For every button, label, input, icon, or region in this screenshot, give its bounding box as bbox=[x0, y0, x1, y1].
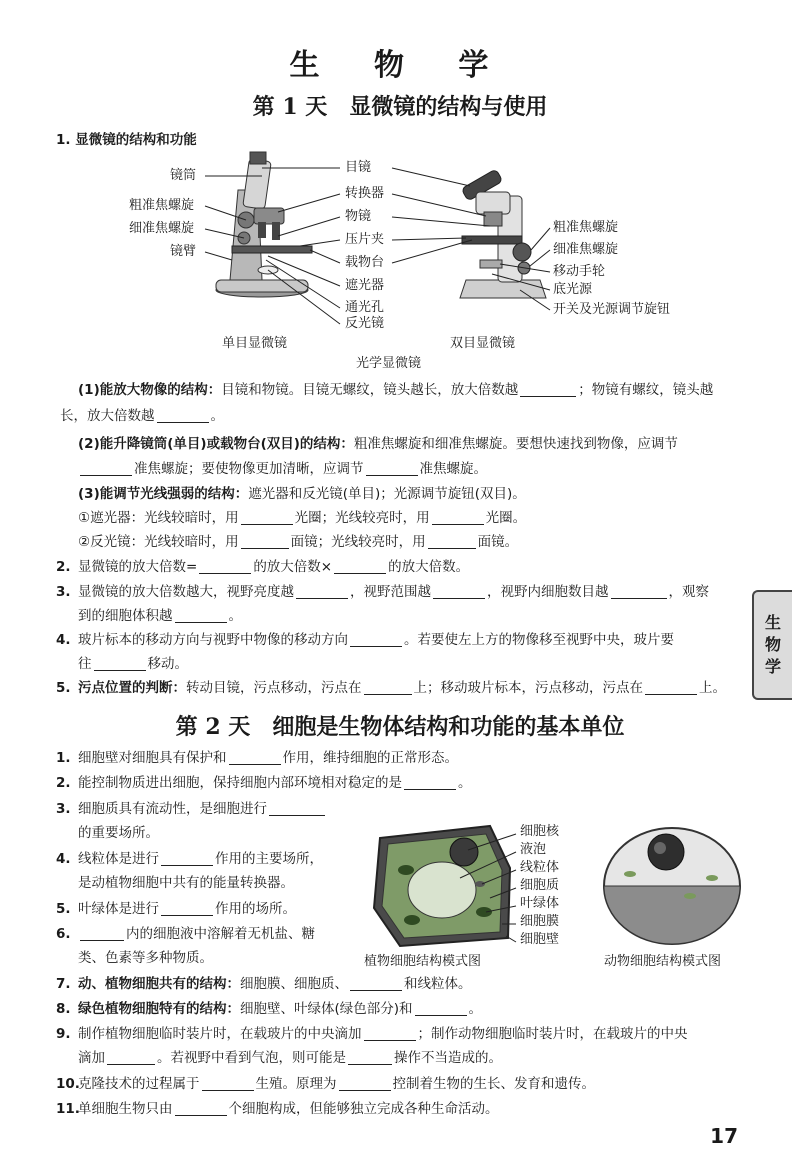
blank[interactable] bbox=[348, 1049, 392, 1065]
blank[interactable] bbox=[175, 607, 227, 623]
label-fine-left: 细准焦螺旋 bbox=[129, 221, 195, 236]
blank[interactable] bbox=[350, 975, 402, 991]
blank[interactable] bbox=[229, 749, 281, 765]
day1-q4-line1: 4. 玻片标本的移动方向与视野中物像的移动方向 。若要使左上方的物像移至视野中央，玻片要 bbox=[56, 632, 674, 648]
day2-q3-line1: 3. 细胞质具有流动性，是细胞进行 bbox=[56, 797, 327, 821]
day1-p3-line3: ②反光镜：光线较暗时，用 面镜；光线较亮时，用 面镜。 bbox=[78, 534, 519, 550]
day1-heading bbox=[0, 90, 800, 121]
day1-q4-line2: 往 移动。 bbox=[78, 656, 188, 672]
blank[interactable] bbox=[415, 1000, 467, 1016]
day1-q1-heading: 1. 显微镜的结构和功能 bbox=[56, 132, 197, 148]
day1-p2-line2: 准焦螺旋；要使物像更加清晰，应调节 准焦螺旋。 bbox=[78, 457, 487, 481]
day1-q5: 5. 污点位置的判断：转动目镜，污点移动，污点在 上；移动玻片标本，污点移动，污点在 上。 bbox=[56, 680, 726, 696]
label-cell-wall: 细胞壁 bbox=[520, 932, 560, 947]
day1-number: 第 1 天 bbox=[252, 94, 328, 120]
day1-title: 显微镜的结构与使用 bbox=[349, 94, 548, 120]
label-fine-right: 细准焦螺旋 bbox=[553, 242, 619, 257]
day2-q2: 2. 能控制物质进出细胞，保持细胞内部环境相对稳定的是 。 bbox=[56, 775, 472, 791]
label-stage: 载物台 bbox=[345, 255, 385, 270]
day1-p1-line1: (1)能放大物像的结构：目镜和物镜。目镜无螺纹，镜头越长，放大倍数越 ；物镜有螺纹，镜头越 bbox=[78, 382, 714, 398]
day2-q7: 7. 动、植物细胞共有的结构：细胞膜、细胞质、 和线粒体。 bbox=[56, 976, 472, 992]
animal-cell-icon bbox=[604, 828, 740, 944]
day2-heading bbox=[0, 710, 800, 741]
day2-q4-line2: 是动植物细胞中共有的能量转换器。 bbox=[78, 875, 294, 891]
caption-binocular: 双目显微镜 bbox=[450, 336, 516, 351]
day2-q9-line1: 9. 制作植物细胞临时装片时，在载玻片的中央滴加 ；制作动物细胞临时装片时，在载玻片的中央 bbox=[56, 1026, 688, 1042]
label-cytoplasm: 细胞质 bbox=[520, 878, 560, 893]
label-coarse-left: 粗准焦螺旋 bbox=[129, 198, 195, 213]
caption-plant-cell: 植物细胞结构模式图 bbox=[364, 954, 482, 969]
blank[interactable] bbox=[520, 381, 576, 397]
page-title: 生 物 学 bbox=[289, 48, 511, 83]
microscope-figure bbox=[0, 150, 800, 380]
label-light-source: 底光源 bbox=[553, 282, 593, 297]
monocular-microscope-icon bbox=[216, 152, 312, 297]
label-mitochondria: 线粒体 bbox=[520, 860, 560, 875]
blank[interactable] bbox=[645, 679, 697, 695]
blank[interactable] bbox=[241, 509, 293, 525]
day1-q3-line2: 到的细胞体积越 。 bbox=[78, 608, 242, 624]
blank[interactable] bbox=[404, 774, 456, 790]
day2-q4-line1: 4. 线粒体是进行 作用的主要场所， bbox=[56, 851, 323, 867]
day1-p3-line2: ①遮光器：光线较暗时，用 光圈；光线较亮时，用 光圈。 bbox=[78, 510, 527, 526]
label-cell-membrane: 细胞膜 bbox=[520, 914, 560, 929]
day2-title: 细胞是生物体结构和功能的基本单位 bbox=[272, 714, 625, 740]
blank[interactable] bbox=[432, 509, 484, 525]
blank[interactable] bbox=[241, 533, 289, 549]
label-chloroplast: 叶绿体 bbox=[520, 896, 560, 911]
label-arm-left: 镜臂 bbox=[170, 244, 197, 259]
label-hand-wheel: 移动手轮 bbox=[553, 264, 606, 279]
day2-q8: 8. 绿色植物细胞特有的结构：细胞壁、叶绿体(绿色部分)和 。 bbox=[56, 1001, 483, 1017]
day1-p2-line1: (2)能升降镜筒(单目)或载物台(双目)的结构：粗准焦螺旋和细准焦螺旋。要想快速找到物像，应调节 bbox=[78, 436, 678, 452]
blank[interactable] bbox=[366, 460, 418, 476]
label-mirror: 反光镜 bbox=[345, 316, 385, 331]
blank[interactable] bbox=[269, 800, 325, 816]
page-number: 17 bbox=[710, 1124, 738, 1148]
label-coarse-right: 粗准焦螺旋 bbox=[553, 220, 619, 235]
plant-cell-icon bbox=[374, 826, 510, 946]
subject-side-tab: 生 物 学 bbox=[752, 590, 792, 700]
blank[interactable] bbox=[161, 850, 213, 866]
label-nosepiece: 转换器 bbox=[345, 186, 385, 201]
blank[interactable] bbox=[296, 583, 348, 599]
label-nucleus: 细胞核 bbox=[520, 824, 560, 839]
label-tube-left: 镜筒 bbox=[170, 168, 197, 183]
blank[interactable] bbox=[334, 558, 386, 574]
day2-number: 第 2 天 bbox=[175, 714, 251, 740]
day2-q6-line1: 6. 内的细胞液中溶解着无机盐、糖 bbox=[56, 926, 315, 942]
blank[interactable] bbox=[611, 583, 667, 599]
blank[interactable] bbox=[364, 679, 412, 695]
label-switch-knob: 开关及光源调节旋钮 bbox=[553, 302, 671, 317]
day2-q5: 5. 叶绿体是进行 作用的场所。 bbox=[56, 901, 296, 917]
day1-p1-line2: 长，放大倍数越 。 bbox=[60, 408, 224, 424]
blank[interactable] bbox=[80, 925, 124, 941]
day1-q3-line1: 3. 显微镜的放大倍数越大，视野亮度越 ，视野范围越 ，视野内细胞数目越 ，观察 bbox=[56, 584, 709, 600]
blank[interactable] bbox=[157, 407, 209, 423]
blank[interactable] bbox=[339, 1075, 391, 1091]
blank[interactable] bbox=[107, 1049, 155, 1065]
day1-q2: 2. 显微镜的放大倍数= 的放大倍数× 的放大倍数。 bbox=[56, 559, 470, 575]
day2-q9-line2: 滴加 。若视野中看到气泡，则可能是 操作不当造成的。 bbox=[78, 1050, 502, 1066]
blank[interactable] bbox=[433, 583, 485, 599]
blank[interactable] bbox=[80, 460, 132, 476]
blank[interactable] bbox=[428, 533, 476, 549]
blank[interactable] bbox=[364, 1025, 416, 1041]
blank[interactable] bbox=[94, 655, 146, 671]
blank[interactable] bbox=[350, 631, 402, 647]
blank[interactable] bbox=[175, 1100, 227, 1116]
blank[interactable] bbox=[161, 900, 213, 916]
label-aperture: 通光孔 bbox=[345, 300, 385, 315]
caption-optical-microscope: 光学显微镜 bbox=[356, 356, 422, 371]
cell-figure bbox=[360, 808, 760, 958]
label-stage-clip: 压片夹 bbox=[345, 232, 385, 247]
day2-q6-line2: 类、色素等多种物质。 bbox=[78, 950, 213, 966]
day2-q11: 11.单细胞生物只由 个细胞构成，但能够独立完成各种生命活动。 bbox=[56, 1101, 499, 1117]
day1-p3-line1: (3)能调节光线强弱的结构：遮光器和反光镜(单目)；光源调节旋钮(双目)。 bbox=[78, 486, 526, 502]
caption-animal-cell: 动物细胞结构模式图 bbox=[604, 954, 722, 969]
label-vacuole: 液泡 bbox=[520, 842, 547, 857]
blank[interactable] bbox=[202, 1075, 254, 1091]
label-objective: 物镜 bbox=[345, 209, 372, 224]
caption-monocular: 单目显微镜 bbox=[222, 336, 288, 351]
blank[interactable] bbox=[199, 558, 251, 574]
label-eyepiece: 目镜 bbox=[345, 160, 372, 175]
day2-q3-line2: 的重要场所。 bbox=[78, 825, 159, 841]
binocular-microscope-icon bbox=[460, 169, 546, 298]
day2-q1: 1. 细胞壁对细胞具有保护和 作用，维持细胞的正常形态。 bbox=[56, 750, 458, 766]
day2-q10: 10.克隆技术的过程属于 生殖。原理为 控制着生物的生长、发育和遗传。 bbox=[56, 1076, 595, 1092]
label-diaphragm: 遮光器 bbox=[345, 278, 385, 293]
